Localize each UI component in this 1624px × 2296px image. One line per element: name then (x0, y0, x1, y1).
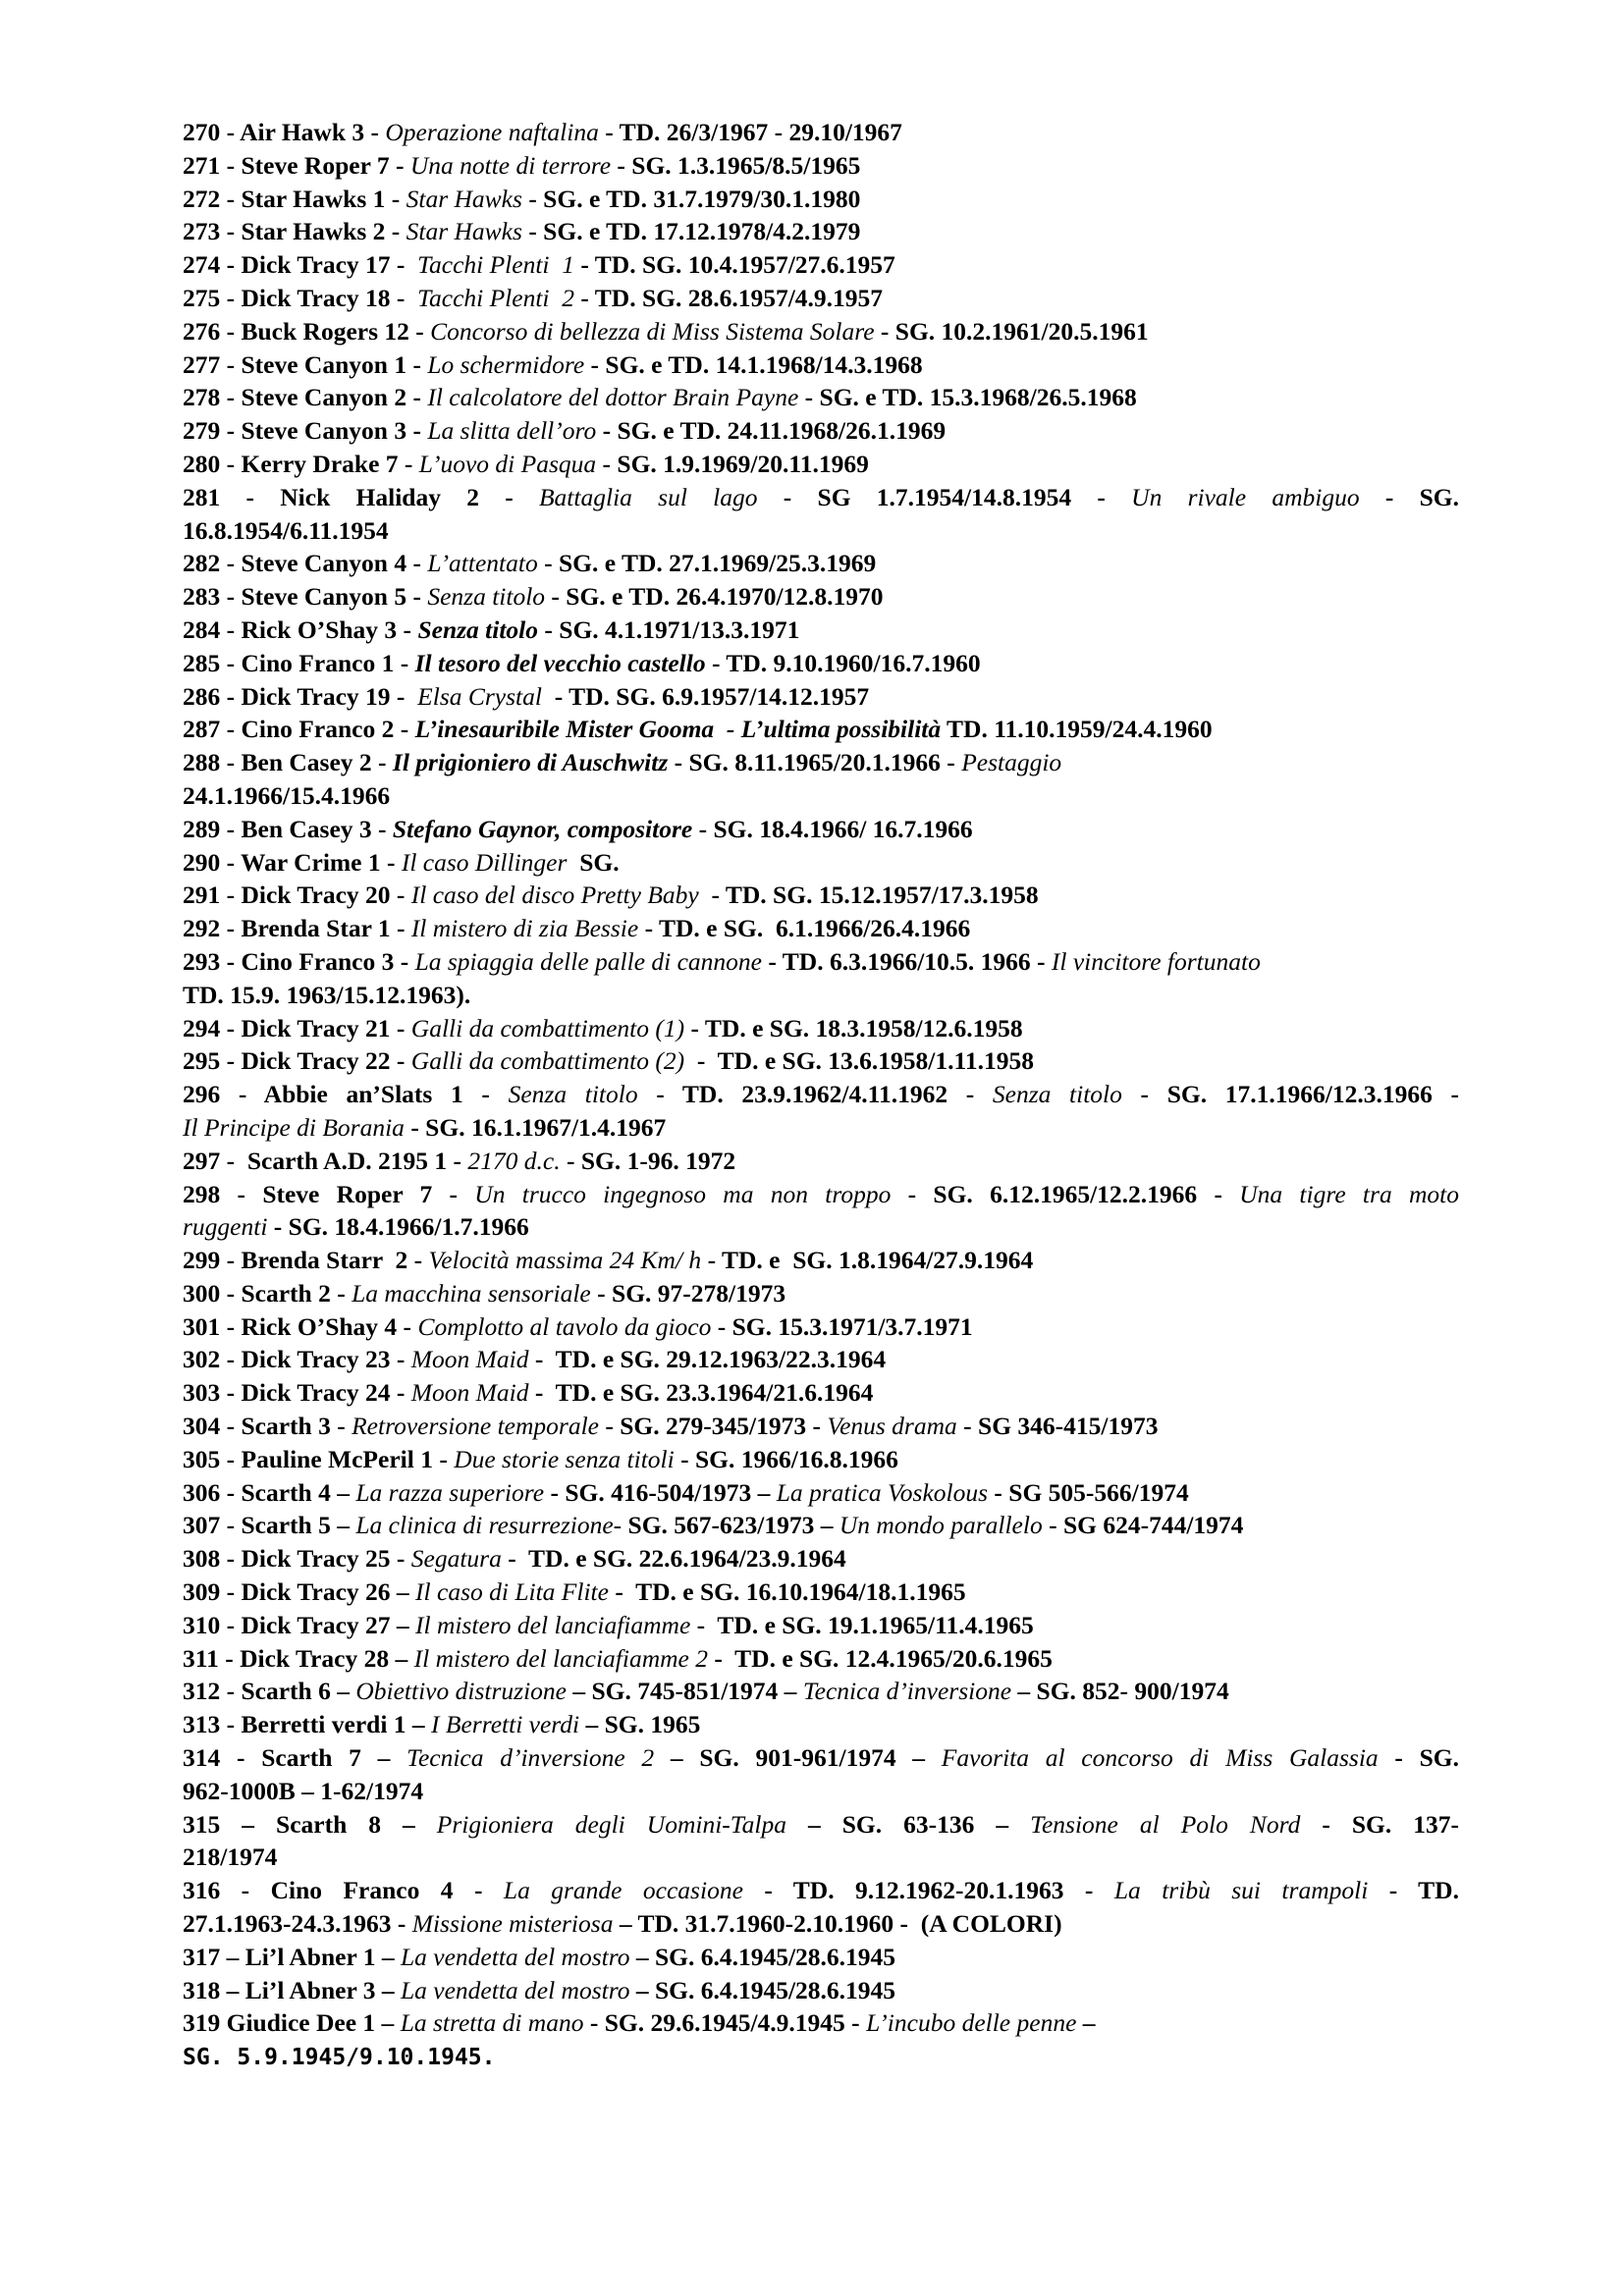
entry-text: TD. 11.10.1959/24.4.1960 (941, 715, 1213, 744)
entry-text: - SG. 18.4.1966/ 16.7.1966 (692, 814, 973, 843)
entry-text: - SG. 1966/16.8.1966 (674, 1444, 898, 1473)
entry-text: 294 - Dick Tracy 21 - (183, 1013, 411, 1042)
entry-text: 289 - Ben Casey 3 - (183, 814, 393, 843)
list-entry-line (183, 713, 1459, 746)
list-entry-line (183, 813, 1459, 846)
list-entry-line (183, 647, 1459, 680)
entry-text: - SG. 97-278/1973 (590, 1278, 786, 1308)
entry-text: - TD. SG. 6.9.1957/14.12.1957 (541, 681, 870, 711)
story-title: Un mondo parallelo (839, 1511, 1043, 1540)
entry-text: 288 - Ben Casey 2 - (183, 748, 393, 777)
story-title: Retroversione temporale (352, 1412, 599, 1441)
entry-text: - SG. 18.4.1966/1.7.1966 (267, 1212, 529, 1242)
list-entry-line (183, 879, 1459, 912)
story-title: Segatura (410, 1544, 502, 1574)
entry-text: - SG. e TD. 27.1.1969/25.3.1969 (537, 549, 877, 578)
entry-text: – TD. 31.7.1960-2.10.1960 - (A COLORI) (613, 1909, 1062, 1939)
list-entry-line (183, 779, 1459, 813)
list-entry-line (183, 116, 1459, 149)
entry-text: 304 - Scarth 3 - (183, 1412, 352, 1441)
list-entry-line (183, 1476, 1459, 1510)
story-title: Il caso Dillinger (401, 847, 568, 877)
entry-text: 24.1.1966/15.4.1966 (183, 780, 391, 810)
entry-text: – SG. 852- 900/1974 (1011, 1677, 1229, 1706)
story-title: Il mistero del lanciafiamme (415, 1610, 691, 1639)
entry-text: - TD. 9.10.1960/16.7.1960 (705, 648, 981, 677)
entry-text: – SG. 901-961/1974 – (654, 1743, 942, 1773)
story-title: Un trucco ingegnoso ma non troppo (474, 1179, 892, 1208)
list-entry-line (183, 1210, 1459, 1244)
story-title: 2170 d.c. (467, 1146, 561, 1175)
entry-text: 270 - Air Hawk 3 - (183, 118, 386, 146)
entry-text: 301 - Rick O’Shay 4 - (183, 1311, 418, 1341)
entry-text: - SG. 137- (1300, 1809, 1460, 1839)
story-title: Tecnica d’inversione (802, 1677, 1012, 1706)
entry-text: 285 - Cino Franco 1 - (183, 648, 415, 677)
entry-text: – SG. 63-136 – (785, 1809, 1031, 1839)
entry-text: - TD. e SG. 16.10.1964/18.1.1965 (608, 1577, 966, 1607)
story-title: Lo schermidore (427, 349, 585, 379)
story-title: Favorita al concorso di Miss Galassia (941, 1743, 1379, 1773)
entry-text: 283 - Steve Canyon 5 - (183, 582, 428, 612)
entry-text: - SG. e TD. 26.4.1970/12.8.1970 (545, 582, 884, 612)
list-entry-line (183, 448, 1459, 481)
list-entry-line (183, 1542, 1459, 1575)
entry-text: 284 - Rick O’Shay 3 - (183, 614, 418, 644)
entry-text: 295 - Dick Tracy 22 - (183, 1046, 411, 1076)
story-title: L’uovo di Pasqua (418, 449, 597, 478)
story-title: Star Hawks (406, 217, 522, 246)
entry-text: - TD. SG. 10.4.1957/27.6.1957 (574, 250, 895, 280)
list-entry-line (183, 912, 1459, 945)
story-title: Il mistero di zia Bessie (410, 914, 639, 943)
entry-text: - SG. (1378, 1743, 1460, 1773)
list-entry-line (183, 1741, 1459, 1775)
story-title: Il vincitore fortunato (1051, 946, 1261, 976)
entry-text: 315 – Scarth 8 – (183, 1809, 437, 1839)
story-title: Galli da combattimento (2) (410, 1046, 685, 1076)
entry-text: - TD. e SG. 13.6.1958/1.11.1958 (684, 1046, 1034, 1076)
list-entry-line (183, 414, 1459, 448)
entry-text: - SG. 16.1.1967/1.4.1967 (404, 1112, 667, 1142)
story-title: Tensione al Polo Nord (1030, 1809, 1301, 1839)
entry-text: - SG. 15.3.1971/3.7.1971 (711, 1311, 973, 1341)
entry-text: SG. 567-623/1973 – (622, 1511, 839, 1540)
entry-text: SG. (567, 847, 620, 877)
entry-text: 272 - Star Hawks 1 - (183, 184, 406, 213)
list-entry-line (183, 381, 1459, 414)
entry-text: 293 - Cino Franco 3 - (183, 946, 415, 976)
entry-text: – SG. 745-851/1974 – (566, 1677, 803, 1706)
entry-text: – (1076, 2008, 1096, 2038)
entry-text: 296 - Abbie an’Slats 1 - (183, 1080, 509, 1109)
story-title: La stretta di mano (400, 2008, 584, 2038)
entry-text: - SG. e TD. 31.7.1979/30.1.1980 (521, 184, 861, 213)
entry-text: - SG. 279-345/1973 - (598, 1412, 828, 1441)
list-entry-line (183, 846, 1459, 880)
story-title: L’inesauribile Mister Gooma - L’ultima possibilità (414, 715, 942, 744)
entry-text: 309 - Dick Tracy 26 – (183, 1577, 416, 1607)
list-entry-line (183, 1708, 1459, 1741)
list-entry-line (183, 547, 1459, 580)
list-entry-line (183, 215, 1459, 248)
list-entry-line (183, 1974, 1459, 2007)
story-title: Obiettivo distruzione (355, 1677, 567, 1706)
story-title: La vendetta del mostro (400, 1975, 630, 2004)
entry-text: 319 Giudice Dee 1 – (183, 2008, 401, 2038)
story-title: La grande occasione (503, 1876, 743, 1905)
entry-text: - SG. e TD. 24.11.1968/26.1.1969 (596, 416, 947, 446)
list-entry-line (183, 746, 1459, 779)
list-entry-line (183, 248, 1459, 282)
entry-text: 218/1974 (183, 1842, 278, 1872)
entry-text: 311 - Dick Tracy 28 – (183, 1643, 414, 1673)
story-title: Il prigioniero di Auschwitz (392, 748, 669, 777)
story-title: Il calcolatore del dottor Brain Payne (427, 383, 799, 412)
entry-text: 314 - Scarth 7 – (183, 1743, 407, 1773)
story-title: Tacchi Plenti 1 (417, 250, 574, 280)
entry-text: 305 - Pauline McPeril 1 - (183, 1444, 455, 1473)
entry-text: 279 - Steve Canyon 3 - (183, 416, 428, 446)
entry-text: - SG 1.7.1954/14.8.1954 - (757, 482, 1132, 511)
story-title: Venus drama (827, 1412, 957, 1441)
story-title: Due storie senza titoli (454, 1444, 675, 1473)
story-title: Pestaggio (961, 748, 1062, 777)
story-title: Tecnica d’inversione 2 (406, 1743, 655, 1773)
entry-text: 280 - Kerry Drake 7 - (183, 449, 419, 478)
list-entry-line (183, 580, 1459, 614)
story-title: La tribù sui trampoli (1113, 1876, 1369, 1905)
entry-text: - TD. e SG. 29.12.1963/22.3.1964 (528, 1345, 887, 1374)
document-body (183, 116, 1459, 2073)
entry-text: – SG. 6.4.1945/28.6.1945 (629, 1975, 896, 2004)
entry-text: - SG. e TD. 17.12.1978/4.2.1979 (521, 217, 861, 246)
entry-text: - TD. 6.3.1966/10.5. 1966 - (761, 946, 1052, 976)
story-title: L’attentato (427, 549, 538, 578)
list-entry-line (183, 680, 1459, 714)
story-title: Velocità massima 24 Km/ h (428, 1246, 702, 1275)
entry-text: 312 - Scarth 6 – (183, 1677, 356, 1706)
story-title: Senza titolo (427, 582, 546, 612)
list-entry-line (183, 1775, 1459, 1808)
entry-text: 317 – Li’l Abner 1 – (183, 1942, 401, 1971)
story-title: La razza superiore (355, 1477, 545, 1507)
entry-text: - SG. 1.9.1969/20.11.1969 (596, 449, 869, 478)
list-entry-line (183, 1078, 1459, 1111)
list-entry-line (183, 1642, 1459, 1676)
story-title: Tacchi Plenti 2 (417, 283, 574, 312)
story-title: Operazione naftalina (385, 118, 599, 146)
entry-text: 299 - Brenda Starr 2 - (183, 1246, 429, 1275)
entry-text: 313 - Berretti verdi 1 – (183, 1710, 432, 1739)
story-title: Senza titolo (508, 1080, 638, 1109)
entry-text: 297 - Scarth A.D. 2195 1 - (183, 1146, 468, 1175)
story-title: La slitta dell’oro (427, 416, 597, 446)
entry-text: - TD. 26/3/1967 - 29.10/1967 (598, 118, 902, 146)
entry-text: - SG 505-566/1974 (988, 1477, 1189, 1507)
entry-text: – SG. 6.4.1945/28.6.1945 (629, 1942, 896, 1971)
entry-text: 275 - Dick Tracy 18 - (183, 283, 418, 312)
story-title: Il Principe di Borania (183, 1112, 405, 1142)
entry-text: 318 – Li’l Abner 3 – (183, 1975, 401, 2004)
list-entry-line (183, 1808, 1459, 1842)
entry-text: – SG. 1965 (579, 1710, 701, 1739)
list-entry-line (183, 183, 1459, 216)
entry-text: 316 - Cino Franco 4 - (183, 1876, 504, 1905)
story-title: Il mistero del lanciafiamme 2 (413, 1643, 708, 1673)
entry-text: 298 - Steve Roper 7 - (183, 1179, 475, 1208)
entry-text: - SG. 8.11.1965/20.1.1966 - (668, 748, 962, 777)
list-entry-line (183, 1509, 1459, 1542)
story-title: La clinica di resurrezione- (355, 1511, 623, 1540)
entry-text: 303 - Dick Tracy 24 - (183, 1378, 411, 1408)
list-entry-line (183, 1874, 1459, 1907)
story-title: La spiaggia delle palle di cannone (414, 946, 762, 976)
list-entry-line (183, 514, 1459, 548)
entry-text: - TD. e SG. 6.1.1966/26.4.1966 (638, 914, 971, 943)
entry-text: - SG. 10.2.1961/20.5.1961 (874, 316, 1149, 346)
story-title: Elsa Crystal (417, 681, 542, 711)
story-title: Galli da combattimento (1) (410, 1013, 685, 1042)
entry-text: - TD. SG. 15.12.1957/17.3.1958 (698, 881, 1039, 910)
entry-text: - SG. e TD. 15.3.1968/26.5.1968 (798, 383, 1137, 412)
entry-text: - TD. e SG. 12.4.1965/20.6.1965 (707, 1643, 1053, 1673)
entry-text: - SG. 6.12.1965/12.2.1966 - (891, 1179, 1240, 1208)
entry-text: 281 - Nick Haliday 2 - (183, 482, 539, 511)
list-entry-line (183, 1376, 1459, 1410)
list-entry-line (183, 1907, 1459, 1941)
story-title: Complotto al tavolo da gioco (417, 1311, 712, 1341)
list-entry-line (183, 1277, 1459, 1310)
entry-text: - SG. 1.3.1965/8.5/1965 (611, 150, 861, 180)
story-title: La macchina sensoriale (352, 1278, 591, 1308)
list-entry-line (183, 1410, 1459, 1443)
entry-text: 282 - Steve Canyon 4 - (183, 549, 428, 578)
entry-text: - TD. e SG. 23.3.1964/21.6.1964 (528, 1378, 874, 1408)
list-entry-line (183, 1310, 1459, 1344)
list-entry-line (183, 1575, 1459, 1609)
story-title: Una tigre tra moto (1239, 1179, 1459, 1208)
story-title: Il tesoro del vecchio castello (414, 648, 706, 677)
story-title: Il caso di Lita Flite (415, 1577, 609, 1607)
story-title: Un rivale ambiguo (1131, 482, 1360, 511)
list-entry-line (183, 2006, 1459, 2040)
entry-text: - SG. 17.1.1966/12.3.1966 - (1121, 1080, 1459, 1109)
list-entry-line (183, 1841, 1459, 1874)
story-title: Senza titolo (417, 614, 539, 644)
list-entry-line (183, 1443, 1459, 1476)
list-entry-line (183, 315, 1459, 348)
entry-text: 290 - War Crime 1 - (183, 847, 402, 877)
list-entry-line (183, 1145, 1459, 1178)
entry-text: 278 - Steve Canyon 2 - (183, 383, 428, 412)
entry-text: - TD. 9.12.1962-20.1.1963 - (742, 1876, 1114, 1905)
story-title: Prigioniera degli Uomini-Talpa (436, 1809, 786, 1839)
story-title: La pratica Voskolous (776, 1477, 989, 1507)
entry-text: - SG. 29.6.1945/4.9.1945 - (583, 2008, 867, 2038)
list-entry-line (183, 1675, 1459, 1708)
entry-text: TD. 15.9. 1963/15.12.1963). (183, 980, 471, 1009)
entry-text: - SG. 416-504/1973 – (544, 1477, 777, 1507)
list-entry-line (183, 481, 1459, 514)
story-title: Star Hawks (406, 184, 522, 213)
entry-text: 277 - Steve Canyon 1 - (183, 349, 428, 379)
entry-text: - TD. SG. 28.6.1957/4.9.1957 (574, 283, 884, 312)
story-title: L’incubo delle penne (866, 2008, 1077, 2038)
list-entry-line (183, 614, 1459, 647)
list-entry-line (183, 1941, 1459, 1974)
entry-text: 27.1.1963-24.3.1963 - (183, 1909, 412, 1939)
story-title: Una notte di terrore (409, 150, 612, 180)
list-entry-line (183, 1244, 1459, 1277)
entry-text: 291 - Dick Tracy 20 - (183, 881, 411, 910)
entry-text: - TD. e SG. 18.3.1958/12.6.1958 (684, 1013, 1023, 1042)
story-title: I Berretti verdi (431, 1710, 580, 1739)
entry-text: - SG 624-744/1974 (1042, 1511, 1244, 1540)
list-entry-line (183, 1178, 1459, 1211)
list-entry-line (183, 2040, 1459, 2073)
list-entry-line (183, 1609, 1459, 1642)
entry-text: 286 - Dick Tracy 19 - (183, 681, 418, 711)
entry-text: 274 - Dick Tracy 17 - (183, 250, 418, 280)
list-entry-line (183, 979, 1459, 1012)
list-entry-line (183, 945, 1459, 979)
entry-text: - SG. 4.1.1971/13.3.1971 (538, 614, 800, 644)
entry-text: 302 - Dick Tracy 23 - (183, 1345, 411, 1374)
list-entry-line (183, 149, 1459, 183)
entry-text: - TD. e SG. 19.1.1965/11.4.1965 (690, 1610, 1034, 1639)
list-entry-line (183, 1044, 1459, 1078)
list-entry-line (183, 1111, 1459, 1145)
story-title: Senza titolo (992, 1080, 1122, 1109)
entry-text: - TD. e SG. 1.8.1964/27.9.1964 (701, 1246, 1034, 1275)
entry-text: - TD. e SG. 22.6.1964/23.9.1964 (501, 1544, 846, 1574)
story-title: ruggenti (183, 1212, 268, 1242)
entry-text: 962-1000B – 1-62/1974 (183, 1776, 424, 1805)
story-title: Moon Maid (410, 1378, 529, 1408)
entry-text: 292 - Brenda Star 1 - (183, 914, 411, 943)
entry-text: - TD. (1368, 1876, 1459, 1905)
entry-text: - SG. 1-96. 1972 (560, 1146, 736, 1175)
story-title: Missione misteriosa (411, 1909, 614, 1939)
entry-text: 273 - Star Hawks 2 - (183, 217, 406, 246)
entry-text: 16.8.1954/6.11.1954 (183, 515, 389, 545)
entry-text: - SG. (1359, 482, 1459, 511)
story-title: Il caso del disco Pretty Baby (410, 881, 699, 910)
entry-text: 307 - Scarth 5 – (183, 1511, 356, 1540)
story-title: Stefano Gaynor, compositore (392, 814, 693, 843)
entry-text: 308 - Dick Tracy 25 - (183, 1544, 411, 1574)
list-entry-line (183, 282, 1459, 315)
list-entry-line (183, 1343, 1459, 1376)
entry-text: - TD. 23.9.1962/4.11.1962 - (637, 1080, 993, 1109)
entry-text: 310 - Dick Tracy 27 – (183, 1610, 416, 1639)
entry-text: 276 - Buck Rogers 12 - (183, 316, 431, 346)
story-title: Battaglia sul lago (538, 482, 758, 511)
entry-text: 287 - Cino Franco 2 - (183, 715, 415, 744)
list-entry-line (183, 1012, 1459, 1045)
list-entry-line (183, 348, 1459, 382)
entry-text: - SG 346-415/1973 (956, 1412, 1159, 1441)
story-title: Moon Maid (410, 1345, 529, 1374)
entry-text: 306 - Scarth 4 – (183, 1477, 356, 1507)
story-title: La vendetta del mostro (400, 1942, 630, 1971)
entry-text: - SG. e TD. 14.1.1968/14.3.1968 (584, 349, 923, 379)
entry-text: SG. 5.9.1945/9.10.1945. (183, 2045, 496, 2071)
entry-text: 271 - Steve Roper 7 - (183, 150, 410, 180)
story-title: Concorso di bellezza di Miss Sistema Solare (430, 316, 875, 346)
entry-text: 300 - Scarth 2 - (183, 1278, 352, 1308)
